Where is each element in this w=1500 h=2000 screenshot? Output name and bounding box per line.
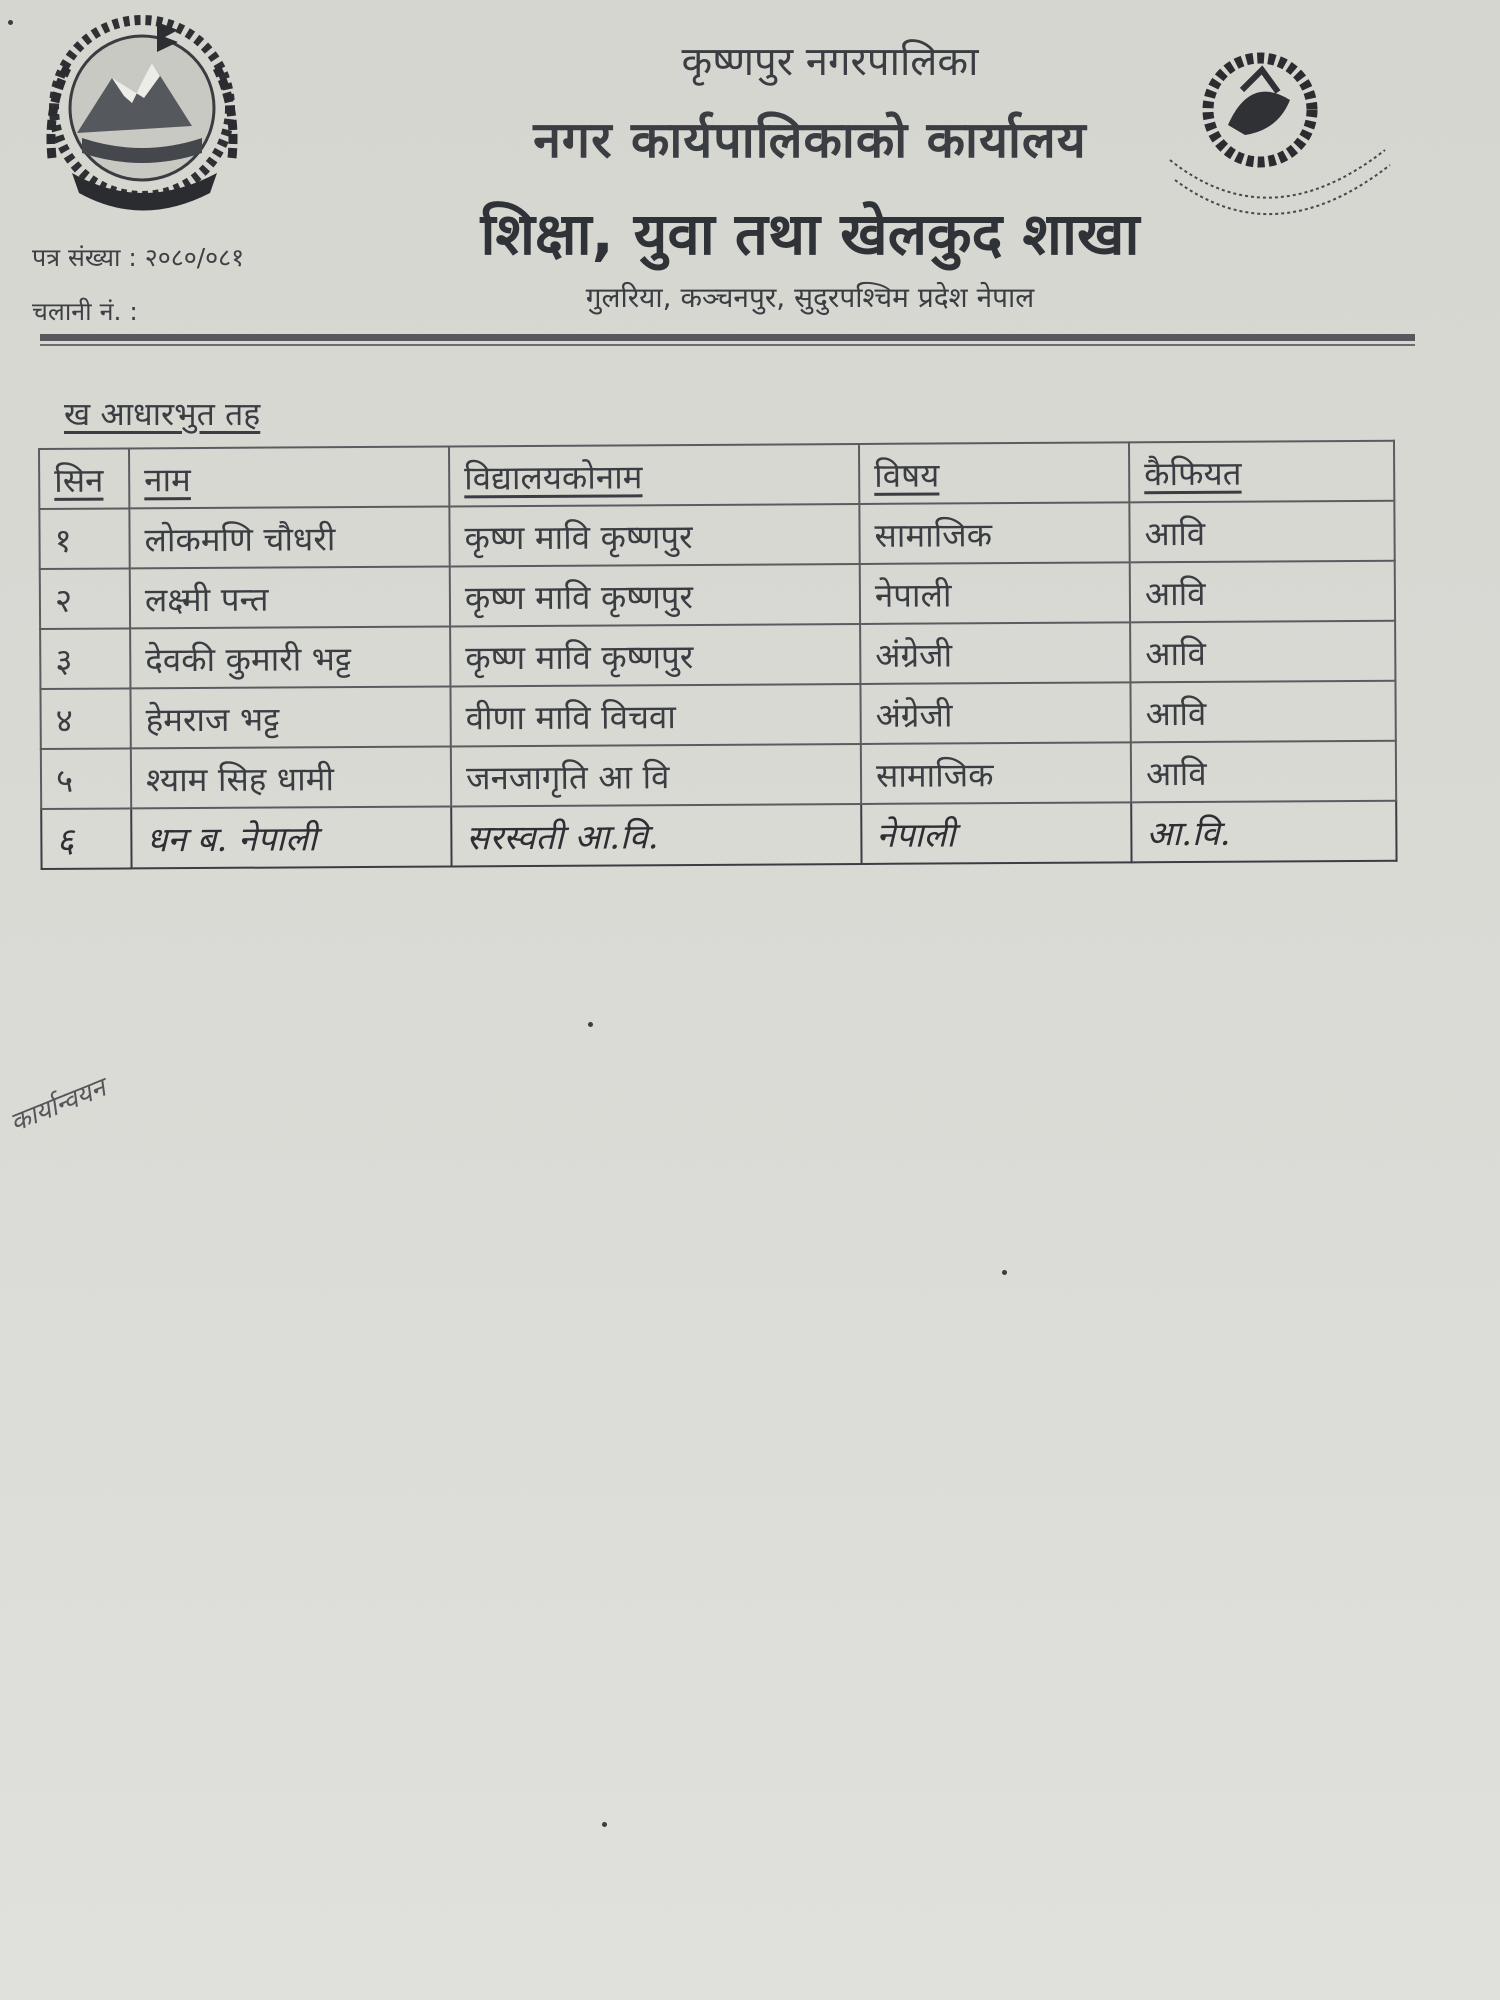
cell-sn: ५ — [41, 748, 131, 809]
paper-speck — [8, 20, 13, 25]
table-row — [40, 681, 1395, 749]
cell-name: लोकमणि चौधरी — [129, 506, 449, 568]
level-heading: ख आधारभुत तह — [64, 395, 261, 433]
cell-school: कृष्ण मावि कृष्णपुर — [449, 504, 859, 567]
cell-remark: आवि — [1130, 621, 1395, 683]
cell-name: देवकी कुमारी भट्ट — [130, 626, 450, 688]
cell-remark: आ.वि. — [1131, 801, 1396, 863]
cell-school: जनजागृति आ वि — [451, 744, 861, 807]
cell-name: धन ब. नेपाली — [131, 806, 451, 868]
cell-name: हेमराज भट्ट — [130, 686, 450, 748]
teacher-table-wrapper — [38, 440, 1398, 870]
cell-remark: आवि — [1131, 741, 1396, 803]
cell-sn: ३ — [40, 628, 130, 689]
office-name: नगर कार्यपालिकाको कार्यालय — [533, 111, 1087, 169]
table-row — [41, 741, 1396, 809]
municipality-stamp-logo — [1150, 30, 1400, 260]
cell-subject: नेपाली — [861, 802, 1131, 864]
cell-name: लक्ष्मी पन्त — [130, 566, 450, 628]
cell-subject: नेपाली — [860, 562, 1130, 624]
cell-school: कृष्ण मावि कृष्णपुर — [450, 564, 860, 627]
cell-sn: १ — [39, 508, 129, 569]
cell-sn: ४ — [40, 688, 130, 749]
column-header-school: विद्यालयकोनाम — [449, 444, 859, 507]
letter-number: पत्र संख्या : २०८०/०८१ — [32, 243, 245, 272]
cell-subject: अंग्रेजी — [860, 622, 1130, 684]
cell-remark: आवि — [1129, 501, 1394, 563]
office-address: गुलरिया, कञ्चनपुर, सुदुरपश्चिम प्रदेश नेपाल — [585, 281, 1035, 314]
column-header-name: नाम — [129, 446, 449, 508]
dispatch-number: चलानी नं. : — [32, 297, 138, 326]
table-header-row — [39, 441, 1394, 509]
column-header-remark: कैफियत — [1129, 441, 1394, 503]
paper-speck — [588, 1022, 593, 1027]
table-row — [40, 621, 1395, 689]
cell-remark: आवि — [1130, 561, 1395, 623]
column-header-subject: विषय — [859, 442, 1129, 504]
header-divider — [40, 334, 1415, 341]
cell-school: कृष्ण मावि कृष्णपुर — [450, 624, 860, 687]
table-row — [40, 561, 1395, 629]
cell-school: सरस्वती आ.वि. — [451, 804, 861, 867]
cell-subject: सामाजिक — [859, 502, 1129, 564]
cell-subject: सामाजिक — [861, 742, 1131, 804]
cell-remark: आवि — [1130, 681, 1395, 743]
column-header-sn: सिन — [39, 448, 129, 509]
municipality-name: कृष्णपुर नगरपालिका — [681, 39, 979, 85]
teacher-table — [38, 440, 1398, 870]
cell-name: श्याम सिह धामी — [131, 746, 451, 808]
cell-subject: अंग्रेजी — [860, 682, 1130, 744]
handwritten-signature: कार्यान्वयन — [5, 1073, 111, 1139]
header-divider-thin — [40, 344, 1415, 346]
paper-speck — [602, 1822, 607, 1827]
table-row — [39, 501, 1394, 569]
table-row-handwritten — [41, 801, 1396, 869]
cell-sn: ६ — [41, 808, 131, 869]
section-title: शिक्षा, युवा तथा खेलकुद शाखा — [480, 200, 1140, 268]
cell-sn: २ — [40, 568, 130, 629]
cell-school: वीणा मावि विचवा — [450, 684, 860, 747]
paper-speck — [1002, 1270, 1007, 1275]
